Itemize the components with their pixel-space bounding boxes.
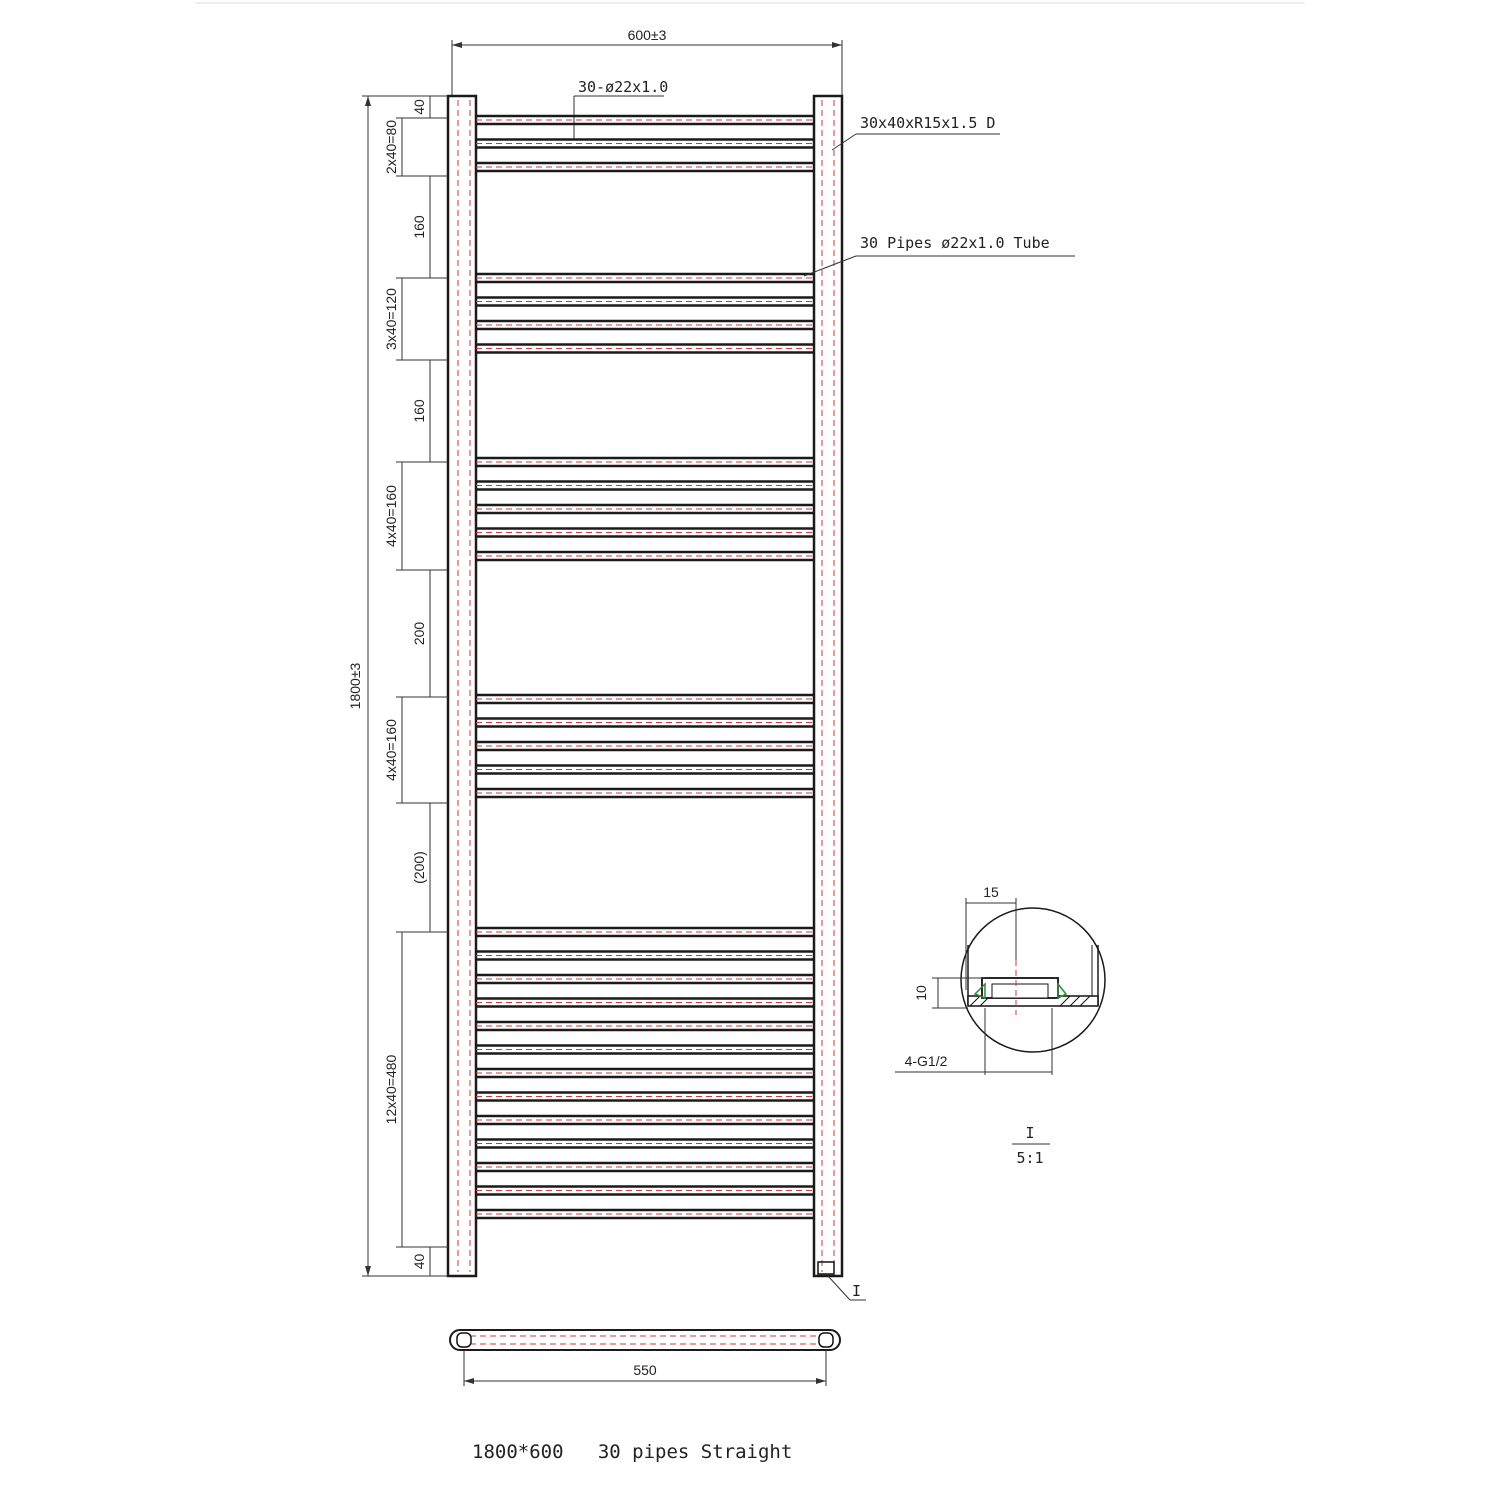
left-side-rail <box>448 96 476 1276</box>
pipe <box>476 999 814 1007</box>
drawing-caption: 1800*600 30 pipes Straight <box>472 1441 793 1463</box>
pipes-callout <box>804 234 1075 276</box>
pipe <box>476 345 814 353</box>
pipe <box>476 298 814 306</box>
segment-label: 4x40=160 <box>383 719 399 781</box>
pipe <box>476 529 814 537</box>
detail-thread-label: 4-G1/2 <box>904 1053 948 1069</box>
pipe <box>476 116 814 124</box>
pipe-spec-label: 30-ø22x1.0 <box>578 78 669 96</box>
segment-label: 160 <box>411 215 427 239</box>
detail-marker-label: I <box>852 1282 862 1300</box>
segment-label: 40 <box>411 99 427 115</box>
segment-dimension <box>411 803 448 932</box>
pipe <box>476 789 814 797</box>
segment-dimension <box>411 176 448 278</box>
detail-view <box>895 884 1105 1167</box>
pipe <box>476 482 814 490</box>
segment-label: 40 <box>411 1253 427 1270</box>
top-view <box>450 1330 840 1386</box>
detail-height-label: 10 <box>913 985 929 1001</box>
segment-label: 3x40=120 <box>383 288 399 350</box>
detail-ref-label: I <box>1025 1124 1035 1142</box>
segment-dimension <box>411 1247 448 1276</box>
pipe <box>476 719 814 727</box>
horizontal-pipes <box>476 116 814 1218</box>
segment-dimension <box>383 462 448 570</box>
pipes-label: 30 Pipes ø22x1.0 Tube <box>860 234 1050 252</box>
centre-distance-label: 550 <box>633 1362 657 1378</box>
pipe <box>476 1046 814 1054</box>
pipe <box>476 274 814 282</box>
pipe <box>476 928 814 936</box>
overall-width-label: 600±3 <box>627 27 667 43</box>
segment-dimension <box>383 278 448 360</box>
side-rail-callout <box>832 114 1000 150</box>
pipe <box>476 766 814 774</box>
right-side-rail <box>814 96 842 1276</box>
pipe <box>476 952 814 960</box>
pipe <box>476 1069 814 1077</box>
pipe <box>476 1210 814 1218</box>
pipe <box>476 1116 814 1124</box>
pipe <box>476 1140 814 1148</box>
segment-label: 200 <box>411 621 427 646</box>
pipe <box>476 458 814 466</box>
segment-label: 4x40=160 <box>383 485 399 547</box>
segment-dimension <box>411 96 448 118</box>
pipe <box>476 1187 814 1195</box>
pipe <box>476 140 814 148</box>
segment-dimension <box>411 360 448 462</box>
pipe <box>476 975 814 983</box>
segment-dimension <box>383 932 448 1247</box>
segment-dimension <box>383 697 448 803</box>
pipe <box>476 552 814 560</box>
detail-scale-label: 5:1 <box>1016 1149 1044 1167</box>
pipe-spec-callout <box>574 78 668 140</box>
segment-label: 12x40=480 <box>383 1054 399 1125</box>
pipe <box>476 742 814 750</box>
pipe <box>476 321 814 329</box>
segment-label: 160 <box>411 399 427 423</box>
pipe <box>476 1163 814 1171</box>
segment-dimension <box>411 570 448 697</box>
overall-height-label: 1800±3 <box>347 662 363 710</box>
detail-width-label: 15 <box>983 884 999 900</box>
pipe <box>476 1093 814 1101</box>
vertical-segment-dimensions <box>383 96 448 1276</box>
segment-label: 2x40=80 <box>383 119 399 175</box>
side-rail-label: 30x40xR15x1.5 D <box>860 114 996 132</box>
segment-dimension <box>383 118 448 176</box>
pipe <box>476 505 814 513</box>
pipe <box>476 163 814 171</box>
segment-label: (200) <box>411 851 427 884</box>
pipe <box>476 1022 814 1030</box>
pipe <box>476 695 814 703</box>
